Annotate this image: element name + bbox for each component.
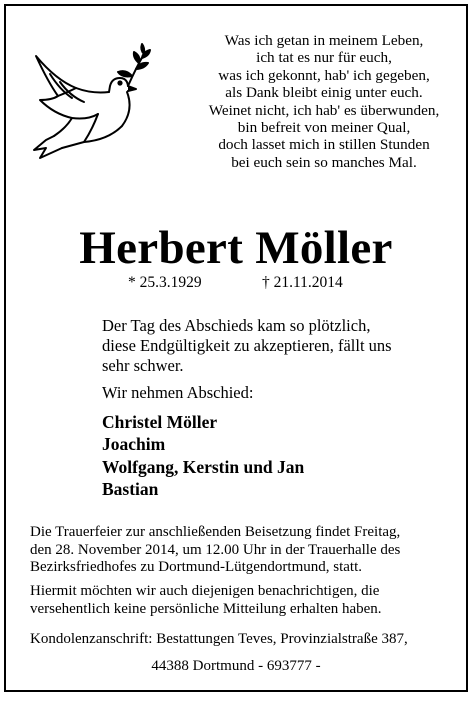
service-line: Bezirksfriedhofes zu Dortmund-Lütgendortmund, statt. xyxy=(30,559,363,576)
service-line: Die Trauerfeier zur anschließenden Beisetzung findet Freitag, xyxy=(30,524,401,540)
poem-line: doch lasset mich in stillen Stunden xyxy=(218,136,430,154)
death-date: † 21.11.2014 xyxy=(262,274,343,291)
farewell-text xyxy=(102,316,442,375)
birth-date: * 25.3.1929 xyxy=(128,274,202,291)
service-line: den 28. November 2014, um 12.00 Uhr in der Trauerhalle des xyxy=(30,541,401,558)
condolence-address: 44388 Dortmund - 693777 - xyxy=(151,658,321,674)
notice-line: Hiermit möchten wir auch diejenigen benachrichtigen, die xyxy=(30,583,380,599)
mourner-name: Christel Möller xyxy=(102,412,218,432)
farewell-line: diese Endgültigkeit zu akzeptieren, fällt uns xyxy=(102,335,392,355)
poem-line: ich tat es nur für euch, xyxy=(256,49,392,67)
deceased-name: Herbert Möller xyxy=(79,222,393,274)
poem-line: was ich gekonnt, hab' ich gegeben, xyxy=(218,66,430,84)
condolence-address-label: Kondolenzanschrift: Bestattungen Teves, Provinzialstraße 387, xyxy=(30,631,408,647)
funeral-service-info xyxy=(30,524,450,577)
poem-line: bei euch sein so manches Mal. xyxy=(231,153,417,171)
mourners-intro: Wir nehmen Abschied: xyxy=(102,383,254,402)
mourner-name: Bastian xyxy=(102,478,159,499)
poem-line: Weinet nicht, ich hab' es überwunden, xyxy=(208,101,440,119)
farewell-line: sehr schwer. xyxy=(102,355,184,375)
mourner-name: Wolfgang, Kerstin und Jan xyxy=(102,456,305,477)
mourners-list xyxy=(102,411,304,500)
poem xyxy=(188,32,460,171)
dove-with-olive-branch-icon xyxy=(32,38,182,160)
mourner-name: Joachim xyxy=(102,434,166,455)
obituary-notice xyxy=(4,4,468,692)
notification-text xyxy=(30,583,450,618)
poem-line: bin befreit von meiner Qual, xyxy=(237,119,411,137)
poem-line: als Dank bleibt einig unter euch. xyxy=(225,84,423,102)
notice-line: versehentlich keine persönliche Mitteilung erhalten haben. xyxy=(30,600,382,617)
farewell-line: Der Tag des Abschieds kam so plötzlich, xyxy=(102,316,371,335)
poem-line: Was ich getan in meinem Leben, xyxy=(224,32,424,49)
